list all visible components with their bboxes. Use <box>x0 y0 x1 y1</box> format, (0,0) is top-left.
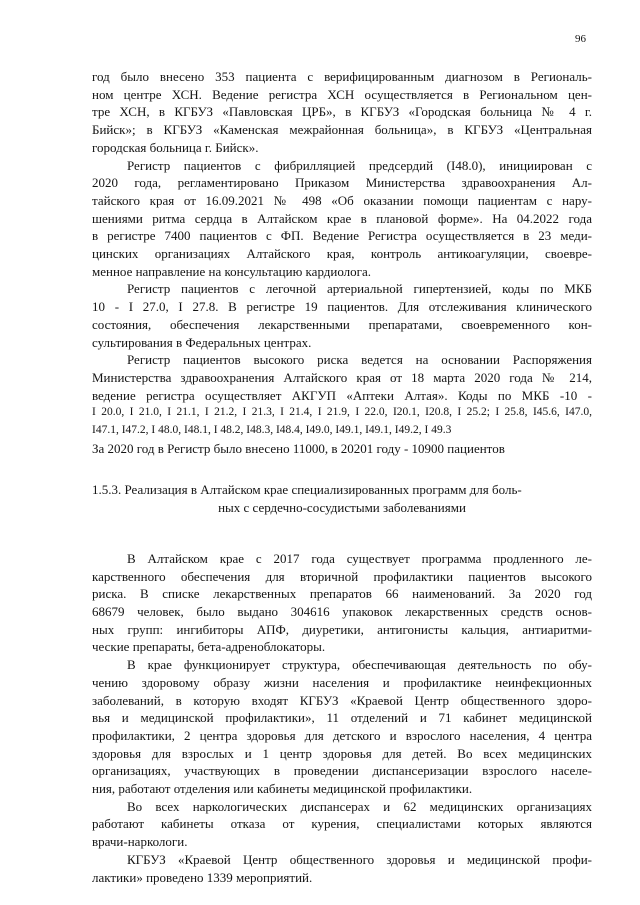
text-line: 10 - I 27.0, I 27.8. В регистре 19 пациентов. Для отслеживания клинического <box>92 299 592 315</box>
paragraph-high-risk-registry <box>92 351 592 457</box>
section-heading-line: ных с сердечно-сосудистыми заболеваниями <box>218 500 466 516</box>
text-line: шениями ритма сердца в Алтайском крае в плановой форме». На 04.2022 года <box>92 210 592 226</box>
text-line: риска. В списке лекарственных препаратов 66 наименований. За 2020 год <box>92 586 592 602</box>
text-line: ных групп: ингибиторы АПФ, диуретики, антигонисты кальция, антиаритми- <box>92 621 592 637</box>
text-line: вья и медицинской профилактики», 11 отделений и 71 кабинет медицинской <box>92 710 592 726</box>
text-line: чению здоровому образу жизни населения и профилактике неинфекционных <box>92 674 592 690</box>
text-line: здоровья для взрослых и 1 центр здоровья для детей. Во всех медицинских <box>92 745 592 761</box>
paragraph-events <box>92 851 592 886</box>
text-line: Во всех наркологических диспансерах и 62 медицинских организациях <box>127 798 592 814</box>
paragraph-smoking-cessation <box>92 798 592 851</box>
paragraph-drug-program <box>92 550 592 656</box>
text-line: тре ХСН, в КГБУЗ «Павловская ЦРБ», в КГБУЗ «Городская больница № 4 г. <box>92 104 592 120</box>
text-line: карственного обеспечения для вторичной профилактики пациентов высокого <box>92 568 592 584</box>
text-line: ном центре ХСН. Ведение регистра ХСН осуществляется в Региональном цен- <box>92 86 592 102</box>
paragraph-prevention-structure <box>92 656 592 798</box>
section-heading-line: 1.5.3. Реализация в Алтайском крае специализированных программ для боль- <box>92 482 522 498</box>
text-line: организациях, участвующих в проведении диспансеризации взрослого населе- <box>92 763 592 779</box>
text-line: сультирования в Федеральных центрах. <box>92 334 312 350</box>
text-line: состояния, обеспечения лекарственными препаратами, своевременного кон- <box>92 316 592 332</box>
text-line: тайского края от 16.09.2021 № 498 «Об оказании помощи пациентам с нару- <box>92 192 592 208</box>
text-line: Регистр пациентов высокого риска ведется на основании Распоряжения <box>127 352 592 368</box>
paragraph-hf-registry <box>92 68 592 157</box>
text-line: КГБУЗ «Краевой Центр общественного здоровья и медицинской профи- <box>127 851 592 867</box>
icd-codes-line: I 20.0, I 21.0, I 21.1, I 21.2, I 21.3, I 21.4, I 21.9, I 22.0, I20.1, I20.8, I 25.2; I 25.8, I45.6, I47.0, <box>92 406 592 419</box>
paragraph-af-registry <box>92 157 592 281</box>
document-body <box>92 68 592 886</box>
icd-codes-line: I47.1, I47.2, I 48.0, I48.1, I 48.2, I48.3, I48.4, I49.0, I49.1, I49.1, I49.2, I 49.3 <box>92 424 452 437</box>
text-line: 2020 года, регламентировано Приказом Министерства здравоохранения Ал- <box>92 175 592 191</box>
text-line: За 2020 год в Регистр было внесено 11000, в 20201 году - 10900 пациентов <box>92 440 505 456</box>
text-line: В крае функционирует структура, обеспечивающая деятельность по обу- <box>127 657 592 673</box>
page-number: 96 <box>575 33 586 45</box>
text-line: ческие препараты, бета-адреноблокаторы. <box>92 639 326 655</box>
text-line: цинских организациях Алтайского края, контроль антикоагуляции, своевре- <box>92 246 592 262</box>
text-line: врачи-наркологи. <box>92 834 188 850</box>
text-line: В Алтайском крае с 2017 года существует программа продленного ле- <box>127 550 592 566</box>
text-line: работают кабинеты отказа от курения, специалистами которых являются <box>92 816 592 832</box>
text-line: лактики» проведено 1339 мероприятий. <box>92 869 313 885</box>
text-line: 68679 человек, было выдано 304616 упаковок лекарственных средств основ- <box>92 603 592 619</box>
text-line: ведение регистра осуществляет АКГУП «Аптеки Алтая». Коды по МКБ -10 - <box>92 387 592 403</box>
text-line: ния, работают отделения или кабинеты медицинской профилактики. <box>92 781 473 797</box>
text-line: Регистр пациентов с легочной артериальной гипертензией, коды по МКБ <box>127 281 592 297</box>
text-line: год было внесено 353 пациента с верифицированным диагнозом в Региональ- <box>92 69 592 84</box>
text-line: менное направление на консультацию кардиолога. <box>92 263 372 279</box>
text-line: Регистр пациентов с фибрилляцией предсердий (I48.0), инициирован с <box>127 157 592 173</box>
text-line: Министерства здравоохранения Алтайского края от 18 марта 2020 года № 214, <box>92 369 592 385</box>
text-line: профилактики, 2 центра здоровья для детского и взрослого населения, 4 центра <box>92 727 592 743</box>
paragraph-pah-registry <box>92 280 592 351</box>
text-line: городская больница г. Бийск». <box>92 139 259 155</box>
text-line: Бийск»; в КГБУЗ «Каменская межрайонная больница», в КГБУЗ «Центральная <box>92 122 592 138</box>
text-line: заболеваний, в которую входят КГБУЗ «Краевой Центр общественного здоро- <box>92 692 592 708</box>
text-line: в регистре 7400 пациентов с ФП. Ведение Регистра осуществляется в 23 меди- <box>92 228 592 244</box>
section-heading <box>92 481 592 516</box>
